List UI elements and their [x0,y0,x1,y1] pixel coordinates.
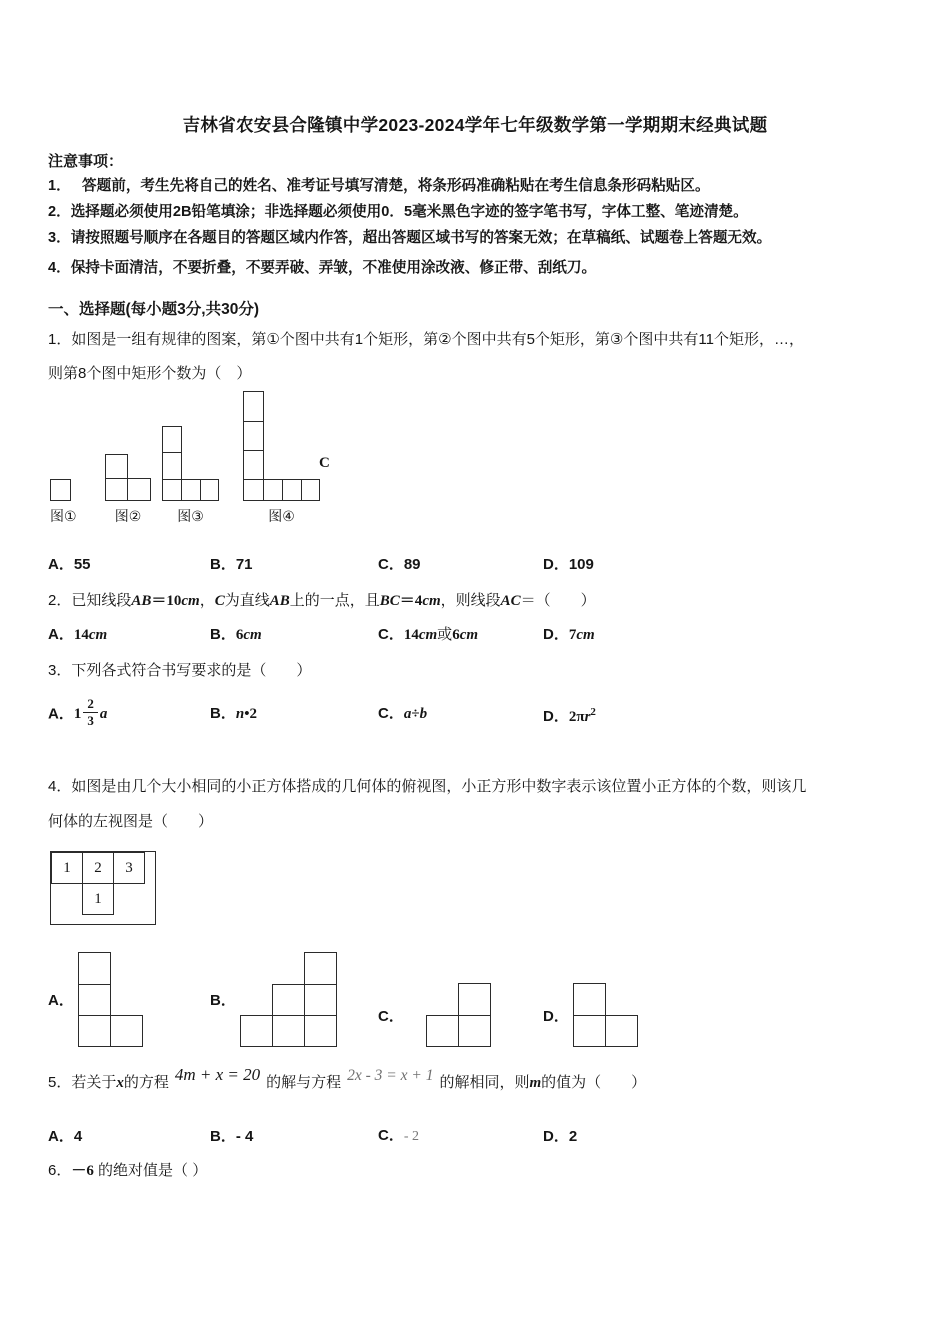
question-6-text: 6．－6 的绝对值是（ ） [48,1162,208,1179]
q4-option-d-figure [573,983,638,1047]
q3-option-a-value: 1 $\frac{2}{3}$ a [73,695,108,728]
exam-title: 吉林省农安县合隆镇中学2023-2024学年七年级数学第一学期期末经典试题 [182,115,768,135]
q4-option-c [378,983,491,1047]
q1-option-a-label: A． [48,556,74,573]
q2-options-row [48,623,902,647]
q1-figure-1 [50,479,71,501]
q5-option-a-label: A． [48,1127,74,1145]
q4-option-a-figure [78,952,143,1047]
q1-option-c [378,553,543,577]
q4-topview-figure: 1 2 3 1 [50,851,156,925]
question-4-text-line-2: 何体的左视图是（ ） [48,813,214,830]
q1-figure-4-wrap [243,389,330,526]
q5-option-b-label: B． [210,1127,236,1145]
q1-option-b-label: B． [210,556,236,573]
q5-option-d [543,1125,902,1149]
q1-figure-1-wrap [50,389,77,526]
q1-options-row [48,553,902,577]
q5-option-c-value: - 2 [403,1129,420,1144]
figure-annotation-c: C [319,455,330,471]
q2-option-c-label: C． [378,626,404,643]
q1-option-a-value: 55 [73,556,91,573]
notice-item-4: 4．保持卡面清洁，不要折叠，不要弄破、弄皱，不准使用涂改液、修正带、刮纸刀。 [48,260,597,276]
q1-figure-1-label: 图① [50,508,77,524]
notice-item-2: 2．选择题必须使用2B铅笔填涂；非选择题必须使用0．5毫米黑色字迹的签字笔书写，字体工整、笔迹清楚。 [48,204,748,220]
q4-option-c-label: C． [378,1007,404,1025]
q1-option-a [48,553,210,577]
q2-option-d-value: 7cm [568,627,595,643]
q5-option-b-value: - 4 [235,1127,254,1145]
q1-figure-2 [105,454,151,501]
q2-option-c [378,623,543,647]
q3-option-a-label: A． [48,704,74,722]
question-1-text-line-1: 1．如图是一组有规律的图案，第①个图中共有1个矩形，第②个图中共有5个矩形，第③个图中共有11个矩形，…， [48,331,804,348]
q5-option-d-label: D． [543,1127,569,1145]
page-content [48,0,902,1184]
q3-option-d-label: D． [543,707,569,725]
q1-figure-3-box [162,389,219,501]
q3-option-c [378,702,543,726]
q1-figure-4 [243,391,330,501]
q3-option-c-value: a÷b [403,706,428,722]
q3-option-b-value: n•2 [235,706,257,722]
q4-option-a [48,952,143,1047]
question-1-text-line-2: 则第8个图中矩形个数为（ ） [48,365,252,382]
q2-option-a-label: A． [48,626,74,643]
q1-option-b [210,553,378,577]
q5-option-b [210,1125,378,1149]
question-5-text: 5．若关于x的方程 4m + x = 20 的解与方程 2x - 3 = x + 1 的解相同，则m的值为（ ） [48,1065,647,1091]
question-3-text: 3．下列各式符合书写要求的是（ ） [48,662,312,679]
q2-option-d [543,623,902,647]
q1-figure-2-wrap [105,389,151,526]
q5-options-row [48,1124,902,1149]
q1-option-c-value: 89 [403,556,421,573]
q1-option-c-label: C． [378,556,404,573]
q2-option-b [210,623,378,647]
q5-option-c [378,1124,543,1149]
q1-figure-3-wrap [162,389,219,526]
q4-option-b [210,952,337,1047]
q1-option-d [543,553,902,577]
q4-option-b-label: B． [210,992,236,1009]
q1-figures [48,389,902,527]
q4-option-d-label: D． [543,1007,569,1025]
q2-option-a [48,623,210,647]
q4-option-b-figure [240,952,337,1047]
q5-option-a-value: 4 [73,1127,83,1145]
q2-option-d-label: D． [543,626,569,643]
q2-option-c-value: 14cm或6cm [403,626,479,643]
q3-option-b-label: B． [210,705,236,722]
q4-option-a-label: A． [48,992,74,1009]
q1-figure-3-label: 图③ [177,508,204,524]
q4-option-d [543,983,638,1047]
q2-option-b-value: 6cm [235,627,262,643]
q1-figure-4-box [243,389,330,501]
q4-options-row [48,951,902,1047]
q3-option-d [543,700,902,729]
q5-option-a [48,1125,210,1149]
notice-item-3: 3．请按照题号顺序在各题目的答题区域内作答，超出答题区域书写的答案无效；在草稿纸、试题卷上答题无效。 [48,230,772,246]
q4-option-c-figure [426,983,491,1047]
question-2-text: 2．已知线段AB＝10cm，C为直线AB上的一点，且BC＝4cm，则线段AC＝（ ） [48,592,596,609]
q3-options-row [48,688,902,740]
q3-option-c-label: C． [378,705,404,722]
question-4-text-line-1: 4．如图是由几个大小相同的小正方体搭成的几何体的俯视图，小正方形中数字表示该位置小正方体的个数，则该几 [48,778,807,795]
notice-item-1: 1． 答题前，考生先将自己的姓名、准考证号填写清楚，将条形码准确粘贴在考生信息条形码粘贴区。 [48,178,710,194]
q1-figure-1-box [50,389,77,501]
q2-option-a-value: 14cm [73,627,108,643]
q2-option-b-label: B． [210,626,236,643]
q1-option-d-label: D． [543,556,569,573]
section-heading: 一、选择题(每小题3分,共30分) [48,301,259,318]
q3-option-a [48,695,210,731]
notice-heading: 注意事项： [48,153,124,170]
q1-option-d-value: 109 [568,556,594,573]
q3-option-b [210,702,378,726]
q1-figure-3 [162,426,219,501]
q5-option-c-label: C． [378,1127,404,1144]
q3-option-d-value: $2\pi r^2$ [568,705,596,725]
q1-figure-2-label: 图② [114,508,142,524]
q5-option-d-value: 2 [568,1127,578,1145]
q1-figure-4-label: 图④ [268,508,295,524]
q1-option-b-value: 71 [235,556,253,573]
q1-figure-2-box [105,389,151,501]
